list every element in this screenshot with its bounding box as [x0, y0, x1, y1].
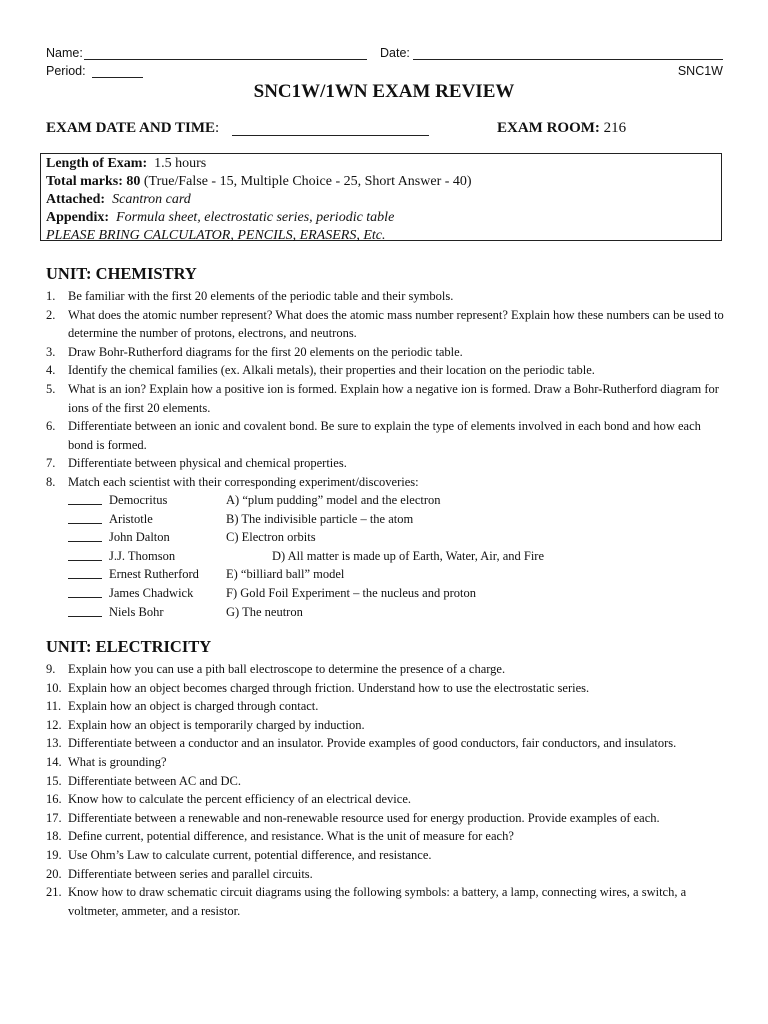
matching-option: E) “billiard ball” model: [226, 567, 345, 582]
page-title: SNC1W/1WN EXAM REVIEW: [253, 81, 515, 102]
list-item: [46, 865, 726, 884]
matching-option: D) All matter is made up of Earth, Water, Air, and Fire: [272, 548, 544, 563]
item-number: 14.: [46, 754, 62, 769]
exam-room-label: EXAM ROOM:: [497, 120, 600, 136]
exam-datetime-blank-line: [232, 135, 429, 136]
exam-datetime-text: EXAM DATE AND TIME: [46, 120, 216, 136]
exam-room: [497, 120, 626, 137]
answer-blank: [68, 491, 102, 505]
item-number: 18.: [46, 829, 62, 844]
date-label: Date:: [380, 46, 410, 60]
item-text: Be familiar with the first 20 elements of the periodic table and their symbols.: [68, 289, 454, 303]
item-number: 10.: [46, 680, 62, 695]
item-number: 11.: [46, 699, 62, 714]
matching-option: A) “plum pudding” model and the electron: [226, 493, 441, 507]
marks-label: Total marks: 80: [46, 174, 141, 189]
list-item: [46, 827, 726, 846]
list-item: [46, 380, 726, 417]
appendix-value: Formula sheet, electrostatic series, periodic table: [116, 210, 395, 225]
chemistry-list: [46, 287, 726, 492]
scientist-name: Democritus: [109, 493, 168, 507]
item-number: 21.: [46, 885, 62, 900]
list-item: [46, 809, 726, 828]
item-text: Differentiate between series and parallel circuits.: [68, 866, 313, 881]
list-item: [46, 716, 726, 735]
item-text: Explain how an object is charged through contact.: [68, 699, 319, 714]
attached-label: Attached:: [46, 192, 106, 207]
answer-blank: [68, 547, 102, 561]
attached-row: [46, 191, 716, 209]
item-number: 3.: [46, 344, 56, 359]
scientist-name: Niels Bohr: [109, 604, 164, 619]
item-text: What does the atomic number represent? What does the atomic mass number represent? Explain how these numbers can be used to determine the number of protons, electrons, and neutrons.: [68, 307, 724, 341]
list-item: [46, 660, 726, 679]
answer-blank: [68, 584, 102, 598]
item-number: 19.: [46, 847, 62, 862]
scientist-name: James Chadwick: [109, 585, 194, 600]
appendix-label: Appendix:: [46, 210, 110, 225]
list-item: [46, 454, 726, 473]
item-number: 1.: [46, 289, 56, 303]
list-item: [46, 790, 726, 809]
date-blank-line: [413, 59, 723, 60]
scientist-name: Aristotle: [109, 511, 153, 526]
bring-note: PLEASE BRING CALCULATOR, PENCILS, ERASERS, Etc.: [46, 228, 386, 243]
answer-blank: [68, 528, 102, 542]
name-label: Name:: [46, 46, 83, 60]
scientist-name: J.J. Thomson: [109, 548, 176, 563]
length-label: Length of Exam:: [46, 156, 148, 171]
list-item: [46, 287, 726, 306]
name-blank-line: [84, 59, 367, 60]
item-text: Define current, potential difference, and resistance. What is the unit of measure for each?: [68, 829, 514, 844]
exam-info-box: [40, 153, 722, 241]
exam-datetime-colon: :: [215, 120, 220, 136]
item-text: Know how to calculate the percent efficiency of an electrical device.: [68, 792, 411, 807]
electricity-heading: UNIT: ELECTRICITY: [46, 637, 212, 656]
item-text: Explain how an object is temporarily charged by induction.: [68, 717, 365, 732]
list-item: [46, 753, 726, 772]
item-text: What is an ion? Explain how a positive ion is formed. Explain how a negative ion is formed. Draw a Bohr-Rutherford diagram for ions of the first 20 elements.: [68, 381, 719, 415]
item-number: 8.: [46, 474, 56, 489]
list-item: [46, 361, 726, 380]
length-row: [46, 155, 716, 173]
matching-option: C) Electron orbits: [226, 530, 316, 545]
item-number: 17.: [46, 810, 62, 825]
answer-blank: [68, 603, 102, 617]
matching-option: G) The neutron: [226, 604, 303, 619]
list-item: [46, 883, 726, 920]
length-value: 1.5 hours: [154, 156, 207, 171]
list-item: [46, 846, 726, 865]
list-item: [46, 734, 726, 753]
marks-value: (True/False - 15, Multiple Choice - 25, Short Answer - 40): [143, 174, 472, 189]
list-item: [46, 343, 726, 362]
item-text: Draw Bohr-Rutherford diagrams for the first 20 elements on the periodic table.: [68, 344, 463, 359]
answer-blank: [68, 565, 102, 579]
electricity-list: [46, 660, 726, 920]
attached-value: Scantron card: [112, 192, 191, 207]
chemistry-heading: UNIT: CHEMISTRY: [46, 264, 197, 283]
scientist-name: John Dalton: [109, 530, 170, 545]
item-number: 13.: [46, 736, 62, 751]
item-number: 4.: [46, 363, 56, 378]
scientist-name: Ernest Rutherford: [109, 567, 199, 582]
list-item: [46, 679, 726, 698]
period-blank-line: [92, 77, 143, 78]
item-text: Differentiate between physical and chemical properties.: [68, 456, 347, 471]
item-number: 6.: [46, 419, 56, 434]
item-text: Match each scientist with their corresponding experiment/discoveries:: [68, 474, 419, 489]
appendix-row: [46, 209, 716, 227]
item-text: Differentiate between an ionic and covalent bond. Be sure to explain the type of elements involved in each bond and how each bond is formed.: [68, 419, 701, 452]
item-number: 5.: [46, 381, 56, 396]
item-text: Identify the chemical families (ex. Alkali metals), their properties and their location on the periodic table.: [68, 363, 595, 378]
marks-row: [46, 173, 716, 191]
item-number: 2.: [46, 307, 56, 322]
exam-datetime-label: [46, 120, 219, 137]
course-code: SNC1W: [677, 64, 723, 78]
list-item: [46, 772, 726, 791]
list-item: [46, 306, 726, 343]
item-text: Know how to draw schematic circuit diagrams using the following symbols: a battery, a lamp, connecting wires, a switch, a voltmeter, ammeter, and a resistor.: [68, 885, 687, 918]
exam-room-value: 216: [603, 120, 627, 136]
item-text: Differentiate between a conductor and an insulator. Provide examples of good conductors, fair conductors, and insulators.: [68, 736, 677, 751]
list-item: [46, 417, 726, 454]
item-text: Explain how an object becomes charged through friction. Understand how to use the electrostatic series.: [68, 680, 590, 695]
answer-blank: [68, 510, 102, 524]
item-number: 9.: [46, 662, 56, 676]
list-item: [46, 697, 726, 716]
item-text: Differentiate between a renewable and non-renewable resource used for energy production. Provide examples of each.: [68, 810, 660, 825]
matching-option: B) The indivisible particle – the atom: [226, 511, 414, 526]
period-label: Period:: [46, 64, 86, 78]
matching-option: F) Gold Foil Experiment – the nucleus and proton: [226, 585, 476, 600]
item-number: 16.: [46, 792, 62, 807]
item-text: What is grounding?: [68, 754, 167, 769]
item-number: 12.: [46, 717, 62, 732]
item-text: Use Ohm’s Law to calculate current, potential difference, and resistance.: [68, 847, 432, 862]
list-item: [46, 473, 726, 492]
item-number: 7.: [46, 456, 56, 471]
item-text: Differentiate between AC and DC.: [68, 773, 241, 788]
item-number: 15.: [46, 773, 62, 788]
item-number: 20.: [46, 866, 62, 881]
item-text: Explain how you can use a pith ball electroscope to determine the presence of a charge.: [68, 662, 506, 676]
